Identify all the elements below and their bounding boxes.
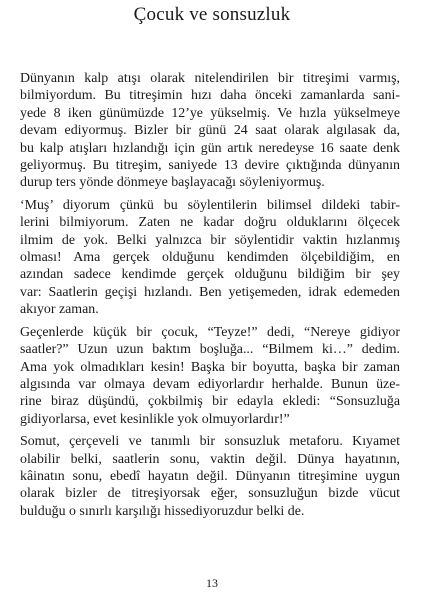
text-line: ‘Muş’ diyorum çünkü bu söylentilerin bilimsel dildeki tabir-: [20, 197, 400, 213]
text-line: Geçenlerde küçük bir çocuk, “Teyze!” dedi, “Nereye gidiyor: [20, 324, 400, 340]
paragraph: [20, 70, 400, 192]
text-line: rine biraz düşündü, çokbilmiş bir edayla ekledi: “Sonsuzluğa: [20, 394, 400, 410]
paragraph: [20, 324, 400, 428]
text-line: Ama yok olmadıkları kesin! Başka bir boyutta, başka bir zaman: [20, 359, 400, 375]
text-line: yede 8 iken günümüzde 12’ye yükselmiş. Ve hızla yükselmeye: [20, 105, 400, 121]
text-line: durup ters yönde dönmeye başlayacağı söyleniyormuş.: [20, 175, 325, 191]
paragraph: [20, 433, 400, 520]
text-line: lerini bilmiyorum. Zaten ne kadar doğru olduklarını ölçecek: [20, 215, 400, 231]
text-line: Dünyanın kalp atışı olarak nitelendirilen bir titreşimi varmış,: [20, 71, 400, 86]
text-line: olması! Ama gerçek olduğunu kendimden ölçebildiğim, en: [20, 250, 400, 266]
text-line: Somut, çerçeveli ve tanımlı bir sonsuzluk metaforu. Kıyamet: [20, 434, 400, 450]
text-line: ilmim de yok. Belki yalnızca bir söylentidir vaktin hızlanmış: [20, 232, 400, 248]
body-text: [20, 70, 400, 525]
text-line: azından sadece kendimde gerçek olduğunu bildiğim bir şey: [20, 267, 400, 283]
chapter-title: Çocuk ve sonsuzluk: [133, 4, 291, 25]
text-line: devam ediyormuş. Bizler bir günü 24 saat olarak algılasak da,: [20, 123, 400, 139]
text-line: var: Saatlerin geçişi hızlandı. Ben yetişemeden, idrak edemeden: [20, 284, 400, 300]
text-line: bu kalp atışları hızlandığı için gün artık neredeyse 16 saate denk: [20, 140, 400, 156]
text-line: olabilir belki, saatlerin sonu, vaktin değil. Dünya hayatının,: [20, 451, 400, 467]
text-line: bilmiyordum. Bu titreşimin hızı daha önceki zamanlarda sani-: [20, 88, 400, 104]
page-number: 13: [206, 576, 218, 590]
text-line: saatler?” Uzun uzun baktım boşluğa... “Bilmem ki…” dedim.: [20, 342, 400, 358]
text-line: kâinatın sonu, ebedî hayatın değil. Dünyanın titreşimine uygun: [20, 468, 400, 484]
text-line: akıyor zaman.: [20, 302, 99, 318]
text-line: olarak bizler de titreşiyorsak eğer, sonsuzluğun bizde vücut: [20, 486, 400, 502]
paragraph: [20, 197, 400, 319]
text-line: bulduğu o sınırlı karşılığı hissediyoruzdur belki de.: [20, 503, 305, 519]
text-line: geliyormuş. Bu titreşim, saniyede 13 devire çıktığında dünyanın: [20, 158, 400, 174]
text-line: algısında var olmaya devam ediyorlardır herhalde. Bunun üze-: [20, 376, 400, 392]
text-line: gidiyorlarsa, evet kesinlikle yok olmuyorlardır!”: [20, 411, 290, 427]
